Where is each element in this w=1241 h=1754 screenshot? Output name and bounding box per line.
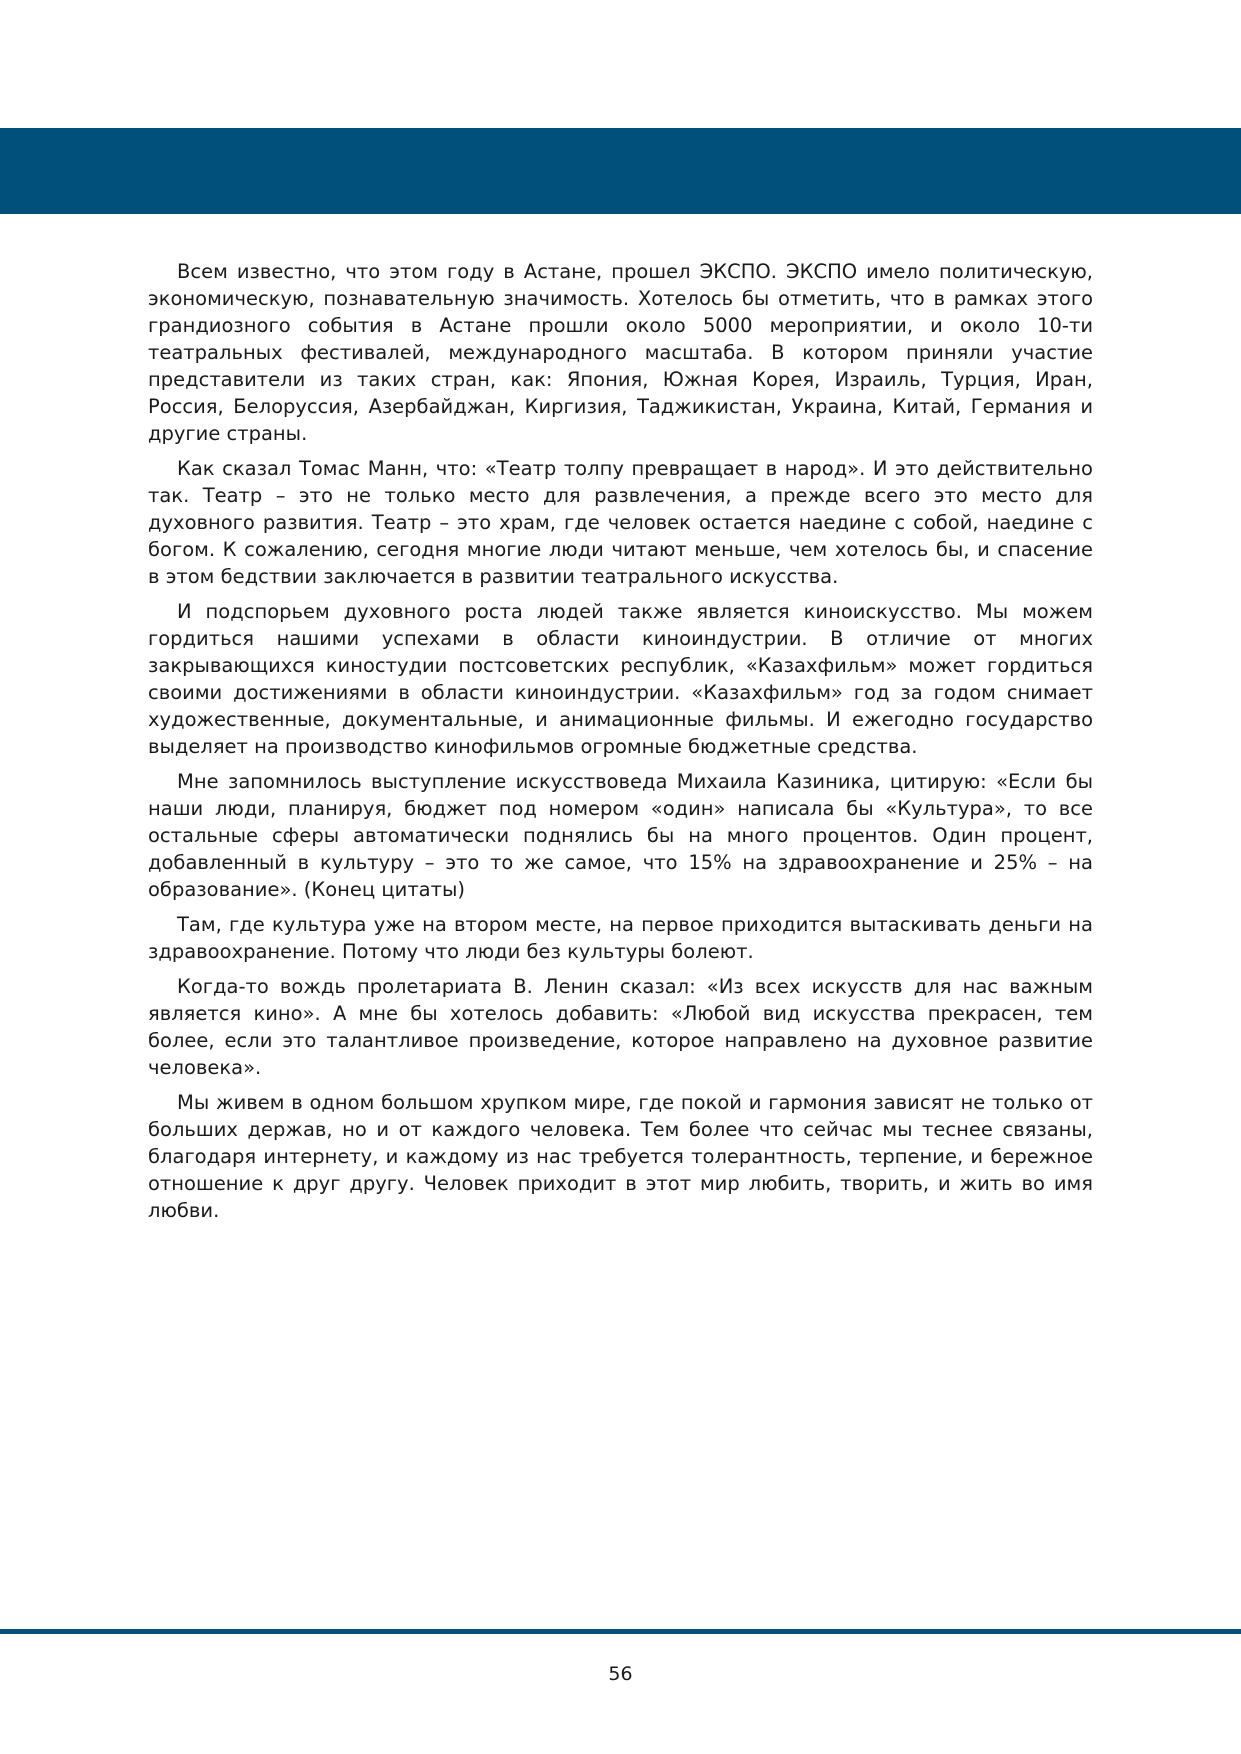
paragraph: И подспорьем духовного роста людей также является киноискусство. Мы можем гордиться нашими успехами в области киноиндустрии. В отличие от многих закрывающихся киностудии постсоветских республик, «Казахфильм» может гордиться своими достижениями в области киноиндустрии. «Казахфильм» год за годом снимает художественные, документальные, и анимационные фильмы. И ежегодно государство выделяет на производство кинофильмов огромные бюджетные средства. <box>148 600 1093 758</box>
paragraph: Мы живем в одном большом хрупком мире, где покой и гармония зависят не только от больших держав, но и от каждого человека. Тем более что сейчас мы теснее связаны, благодаря интернету, и каждому из нас требуется толерантность, терпение, и бережное отношение к друг другу. Человек приходит в этот мир любить, творить, и жить во имя любви. <box>148 1091 1093 1222</box>
paragraph: Всем известно, что этом году в Астане, прошел ЭКСПО. ЭКСПО имело политическую, экономическую, познавательную значимость. Хотелось бы отметить, что в рамках этого грандиозного события в Астане прошли около 5000 мероприятии, и около 10-ти театральных фестивалей, международного масштаба. В котором приняли участие представители из таких стран, как: Япония, Южная Корея, Израиль, Турция, Иран, Россия, Белоруссия, Азербайджан, Киргизия, Таджикистан, Украина, Китай, Германия и другие страны. <box>148 260 1093 445</box>
paragraph: Когда-то вождь пролетариата В. Ленин сказал: «Из всех искусств для нас важным является кино». А мне бы хотелось добавить: «Любой вид искусства прекрасен, тем более, если это талантливое произведение, которое направлено на духовное развитие человека». <box>148 975 1093 1079</box>
paragraph: Как сказал Томас Манн, что: «Театр толпу превращает в народ». И это действительно так. Театр – это не только место для развлечения, а прежде всего это место для духовного развития. Театр – это храм, где человек остается наедине с собой, наедине с богом. К сожалению, сегодня многие люди читают меньше, чем хотелось бы, и спасение в этом бедствии заключается в развитии театрального искусства. <box>148 457 1093 588</box>
header-band <box>0 128 1241 214</box>
paragraph: Там, где культура уже на втором месте, на первое приходится вытаскивать деньги на здравоохранение. Потому что люди без культуры болеют. <box>148 913 1093 963</box>
paragraph: Мне запомнилось выступление искусствоведа Михаила Казиника, цитирую: «Если бы наши люди, планируя, бюджет под номером «один» написала бы «Культура», то все остальные сферы автоматически поднялись бы на много процентов. Один процент, добавленный в культуру – это то же самое, что 15% на здравоохранение и 25% – на образование». (Конец цитаты) <box>148 770 1093 901</box>
article-body <box>148 258 1093 1232</box>
footer-rule <box>0 1629 1241 1634</box>
page-number: 56 <box>608 1663 633 1685</box>
